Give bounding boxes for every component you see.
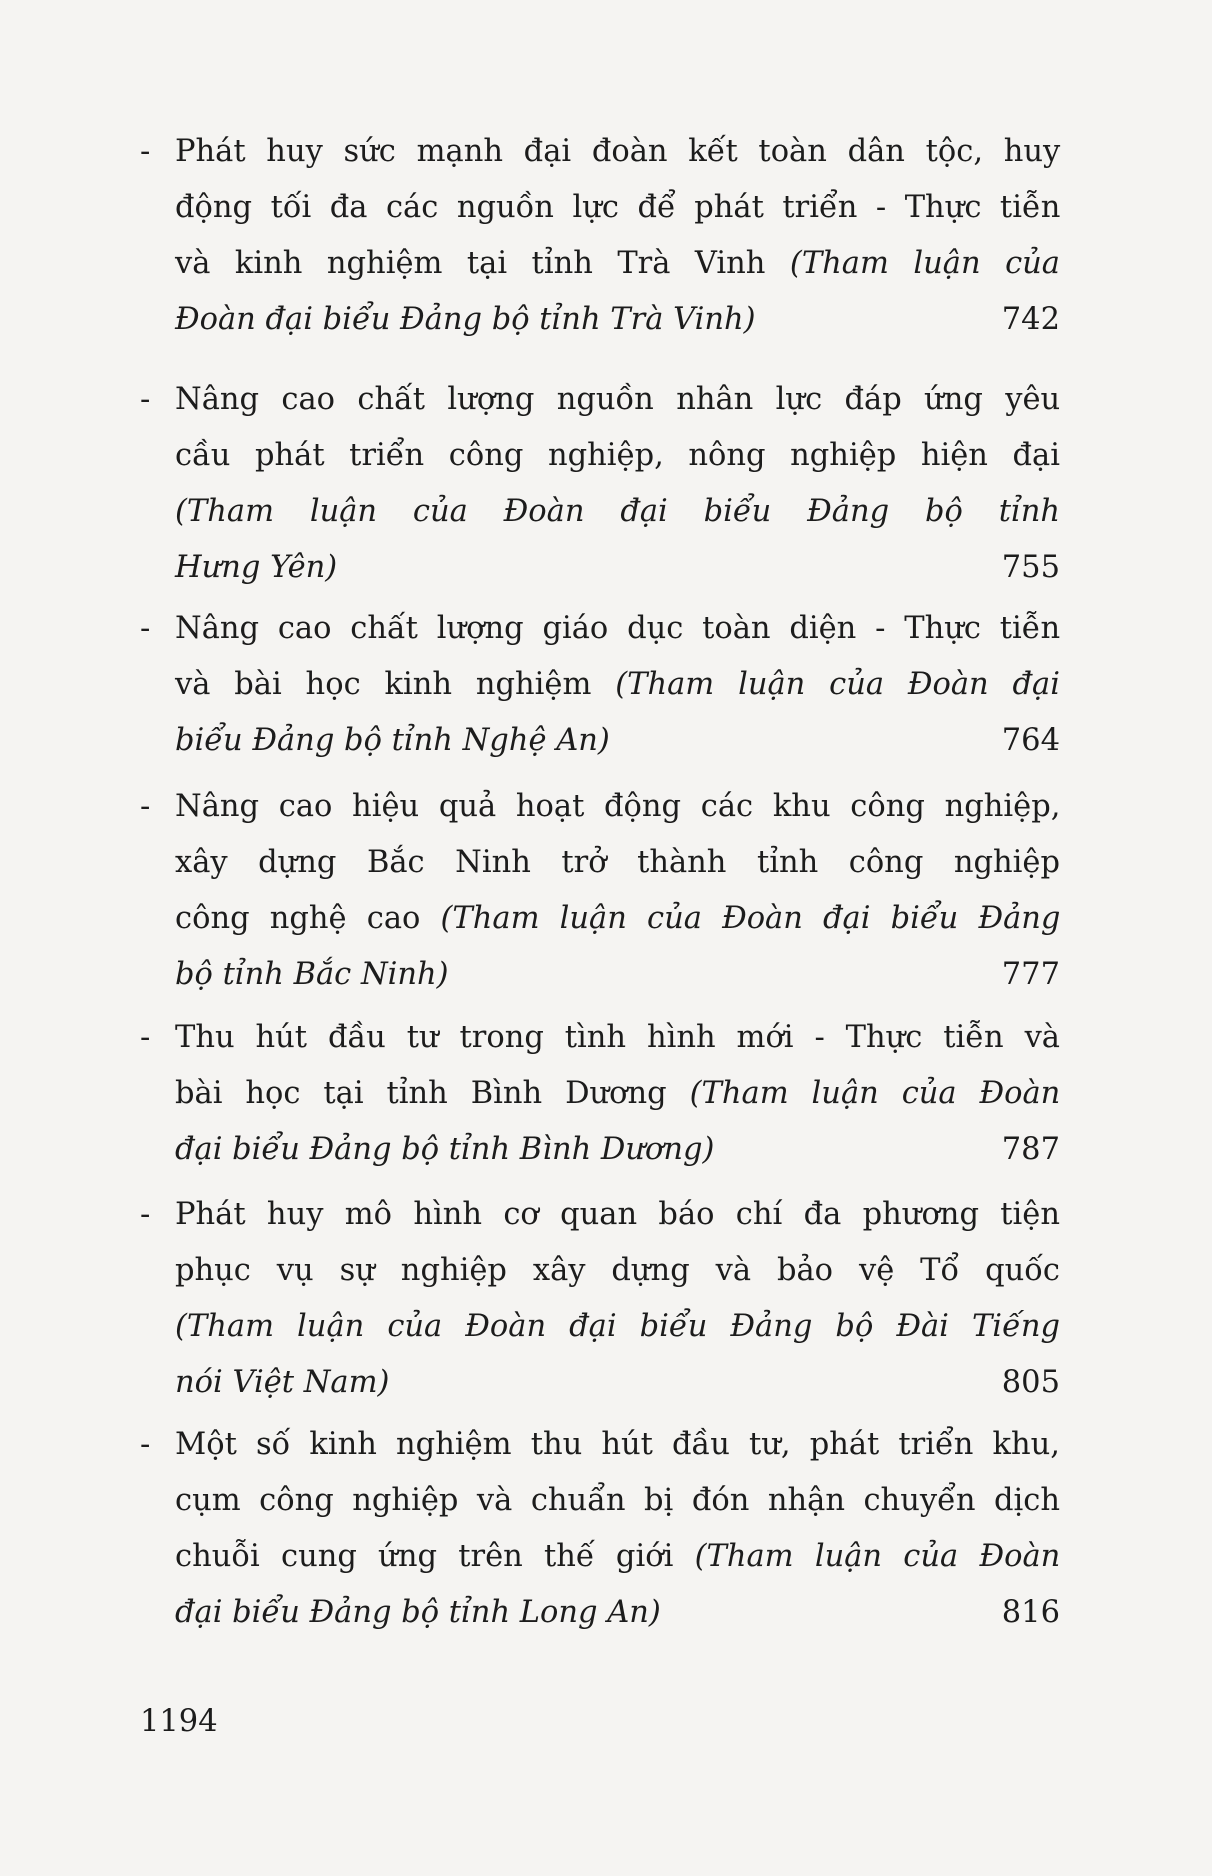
entry-dash: - [140,382,151,417]
entry-text [175,124,1060,348]
entry-line: biểu Đảng bộ tỉnh Nghệ An) [175,723,610,758]
entry-dash: - [140,789,151,824]
toc-entry [140,1010,1090,1178]
entry-line: công nghệ cao (Tham luận của Đoàn đại biểu Đảng [175,901,1061,936]
toc-entry [140,124,1090,348]
entry-line: phục vụ sự nghiệp xây dựng và bảo vệ Tổ quốc [175,1253,1060,1288]
entry-line: cụm công nghiệp và chuẩn bị đón nhận chuyển dịch [175,1483,1060,1518]
entry-line: Nâng cao chất lượng nguồn nhân lực đáp ứng yêu [175,382,1061,417]
toc-entry [140,1187,1090,1411]
entry-text [175,1417,1060,1641]
entry-dash: - [140,134,151,169]
entry-line: Phát huy sức mạnh đại đoàn kết toàn dân tộc, huy [175,134,1061,169]
entry-line: Phát huy mô hình cơ quan báo chí đa phương tiện [175,1197,1060,1232]
entry-line: (Tham luận của Đoàn đại biểu Đảng bộ tỉnh [175,494,1060,529]
toc-entry [140,601,1090,769]
entry-line: và kinh nghiệm tại tỉnh Trà Vinh (Tham luận của [175,246,1060,281]
entry-dash: - [140,611,151,646]
entry-line: Đoàn đại biểu Đảng bộ tỉnh Trà Vinh) [175,302,756,337]
entry-dash: - [140,1427,151,1462]
footer-page-number: 1194 [140,1704,218,1739]
entry-dash: - [140,1020,151,1055]
entry-line: xây dựng Bắc Ninh trở thành tỉnh công nghiệp [175,845,1060,880]
entry-page-number: 764 [1001,723,1060,758]
entry-line: bài học tại tỉnh Bình Dương (Tham luận của Đoàn [175,1076,1061,1111]
entry-dash: - [140,1197,151,1232]
entry-page-number: 742 [1001,302,1060,337]
entry-line: Hưng Yên) [175,550,338,585]
entry-page-number: 816 [1001,1595,1060,1630]
entry-page-number: 777 [1001,957,1060,992]
entry-page-number: 755 [1001,550,1060,585]
toc-entry [140,372,1090,596]
entry-line: Nâng cao hiệu quả hoạt động các khu công nghiệp, [175,789,1061,824]
entry-line: chuỗi cung ứng trên thế giới (Tham luận của Đoàn [175,1539,1061,1574]
entry-text [175,372,1060,596]
entry-text [175,1010,1060,1178]
entry-line: đại biểu Đảng bộ tỉnh Bình Dương) [175,1132,715,1167]
entry-text [175,779,1060,1003]
entry-line: bộ tỉnh Bắc Ninh) [175,957,449,992]
entry-line: động tối đa các nguồn lực để phát triển - Thực tiễn [175,190,1061,225]
entry-text [175,1187,1060,1411]
entry-page-number: 805 [1001,1365,1060,1400]
toc-entry [140,779,1090,1003]
entry-line: Thu hút đầu tư trong tình hình mới - Thực tiễn và [175,1020,1060,1055]
entry-line: và bài học kinh nghiệm (Tham luận của Đoàn đại [175,667,1060,702]
entry-line: Nâng cao chất lượng giáo dục toàn diện - Thực tiễn [175,611,1061,646]
entry-line: (Tham luận của Đoàn đại biểu Đảng bộ Đài Tiếng [175,1309,1060,1344]
entry-text [175,601,1060,769]
toc-entry [140,1417,1090,1641]
entry-line: đại biểu Đảng bộ tỉnh Long An) [175,1595,661,1630]
entry-line: Một số kinh nghiệm thu hút đầu tư, phát triển khu, [175,1427,1060,1462]
entry-page-number: 787 [1001,1132,1060,1167]
entry-line: nói Việt Nam) [175,1365,390,1400]
entry-line: cầu phát triển công nghiệp, nông nghiệp hiện đại [175,438,1060,473]
